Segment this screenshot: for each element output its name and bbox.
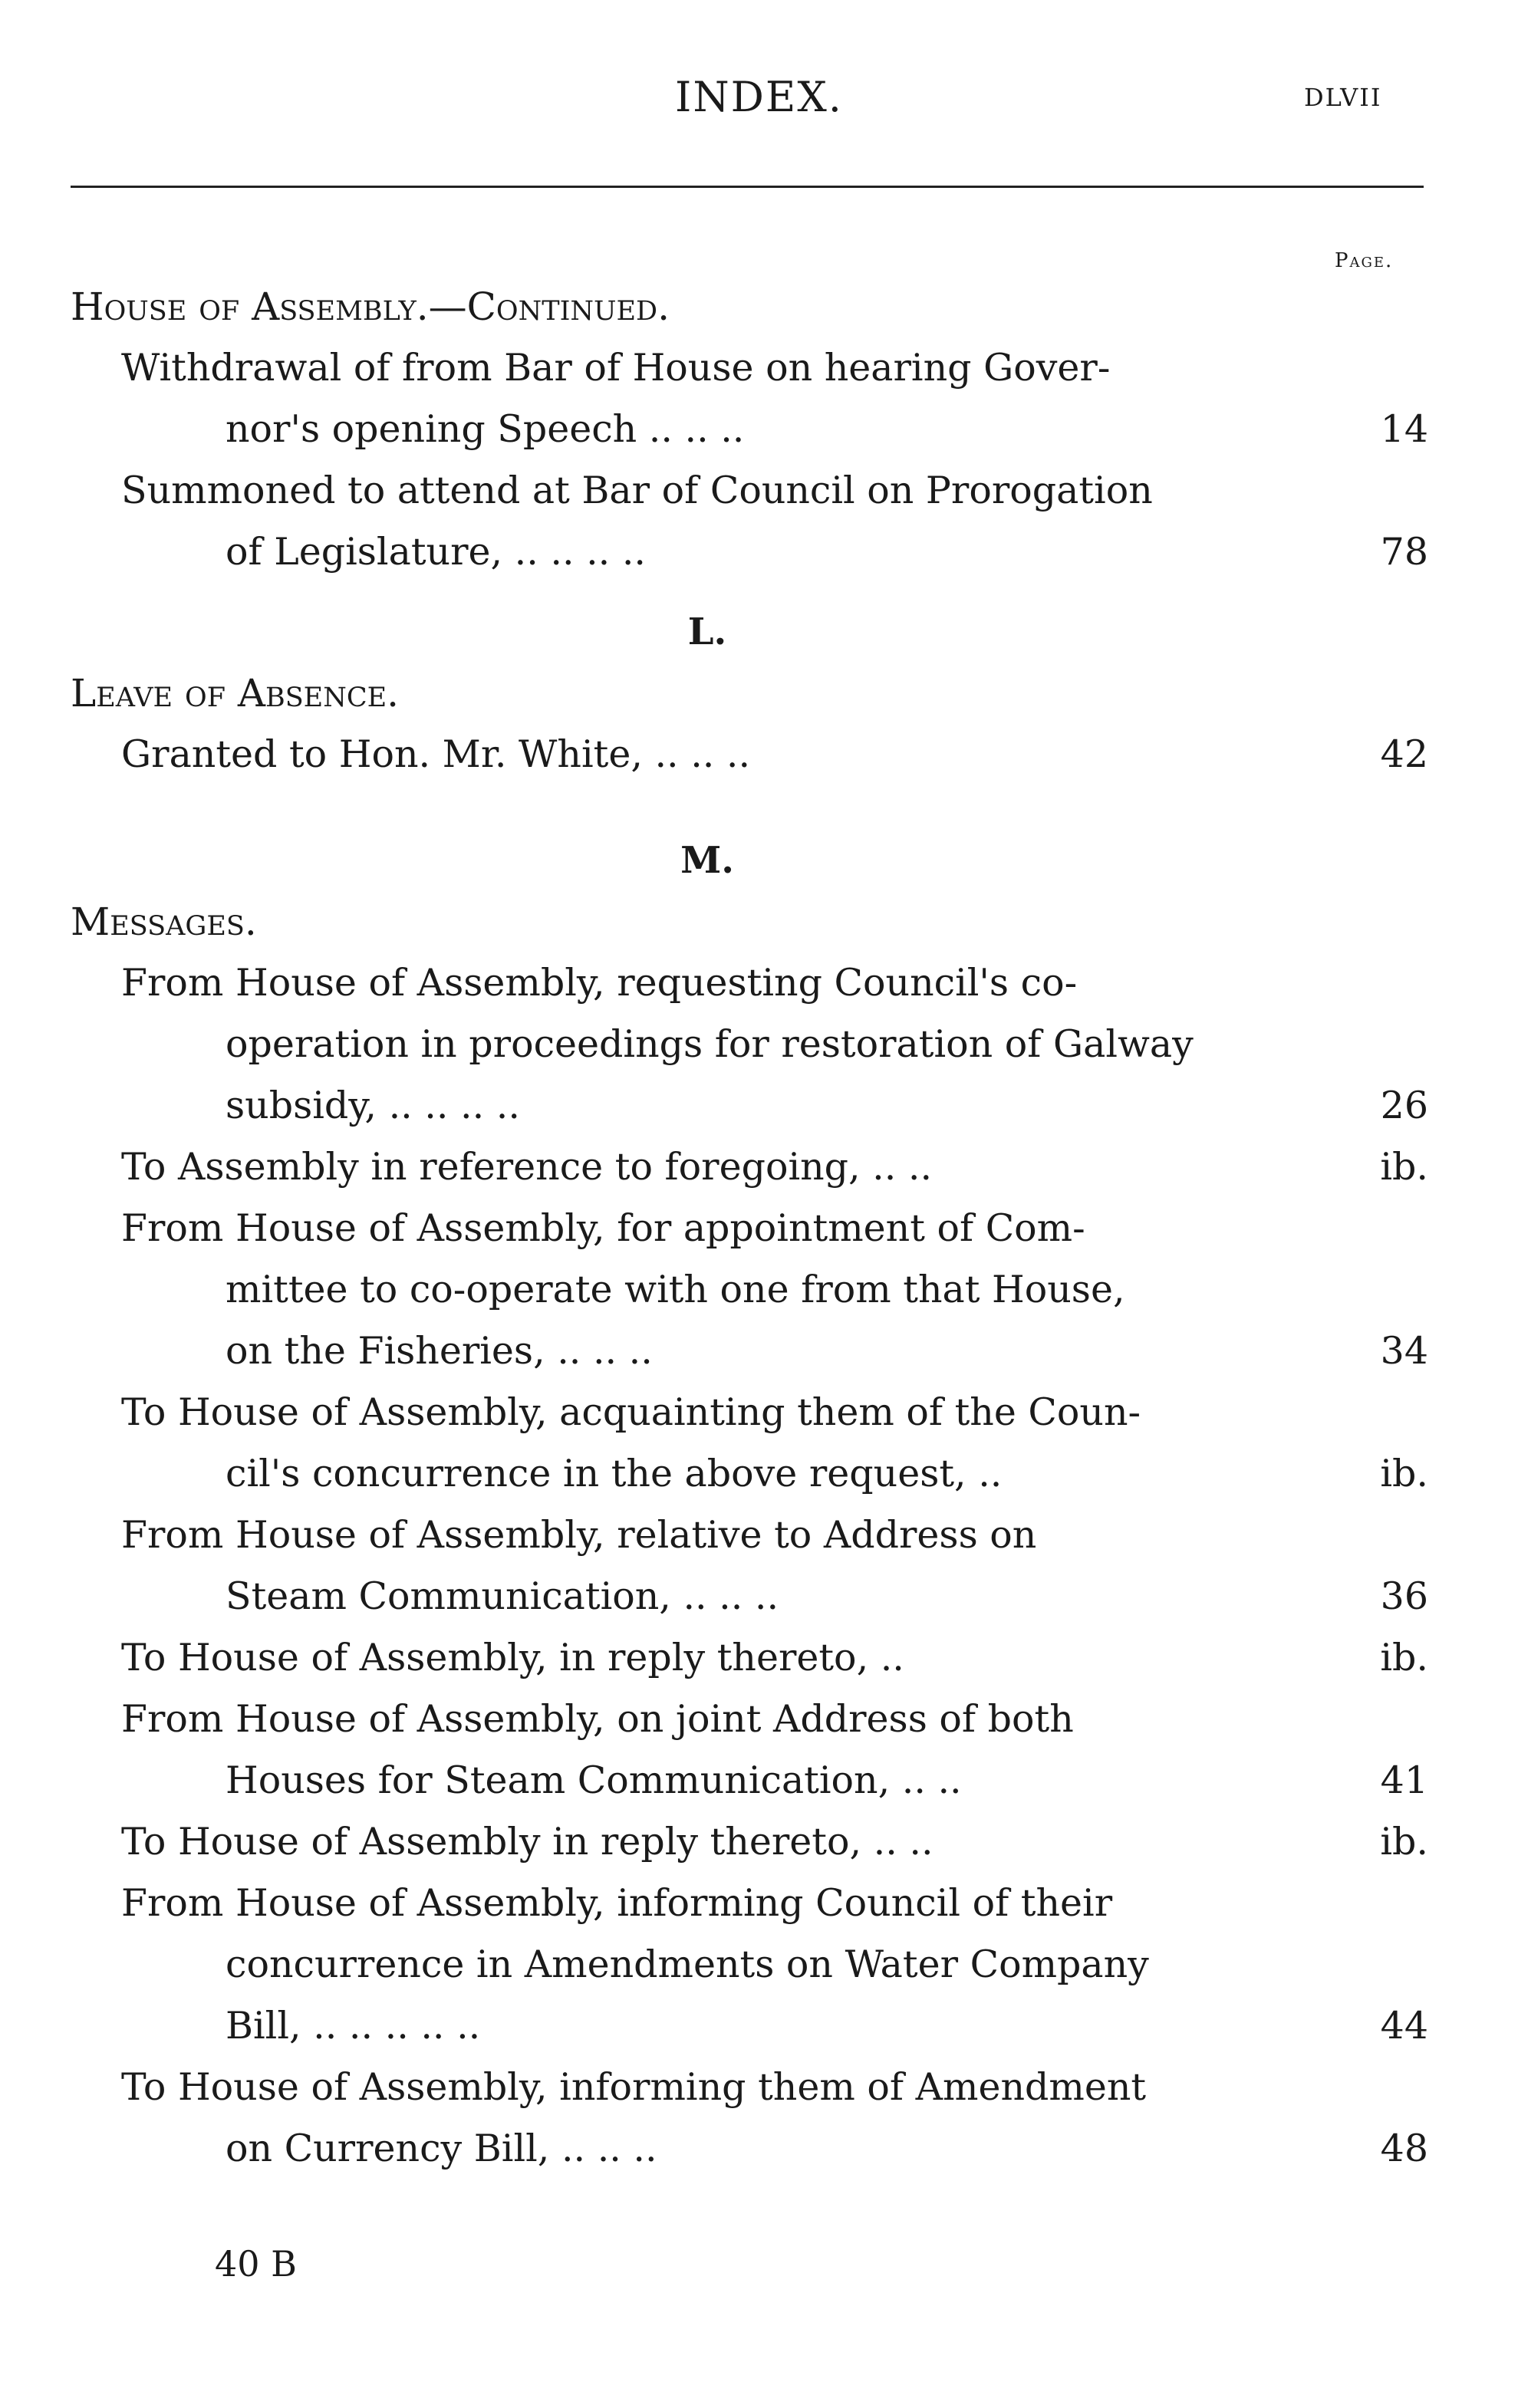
index-entry: [71, 1873, 1436, 2057]
entry-line: From House of Assembly, on joint Address of both: [121, 1697, 1074, 1741]
entry-line: Summoned to attend at Bar of Council on Prorogation: [121, 469, 1153, 512]
entry-line: To Assembly in reference to foregoing, .. ..: [121, 1145, 933, 1189]
entry-line: cil's concurrence in the above request, ..: [226, 1452, 1003, 1495]
entry-page: 44: [1380, 2004, 1428, 2048]
entry-line: Granted to Hon. Mr. White, .. .. ..: [121, 732, 751, 776]
entry-page: 26: [1380, 1084, 1428, 1127]
index-entry: [71, 1137, 1436, 1198]
entry-line: To House of Assembly, in reply thereto, ..: [121, 1636, 904, 1679]
entry-page: 34: [1380, 1329, 1428, 1373]
entry-page: 14: [1380, 407, 1428, 451]
entry-line: operation in proceedings for restoration of Galway: [226, 1022, 1194, 1066]
index-entries: [71, 276, 1436, 2179]
section-letter-m: M.: [680, 839, 734, 882]
entry-page: 41: [1380, 1758, 1428, 1802]
header-rule: [71, 186, 1424, 188]
entry-line: Withdrawal of from Bar of House on hearing Gover-: [121, 346, 1111, 390]
entry-line: Bill, .. .. .. .. ..: [226, 2004, 481, 2048]
entry-line: on Currency Bill, .. .. ..: [226, 2127, 657, 2170]
index-entry: [71, 1811, 1436, 1873]
entry-page: 78: [1380, 530, 1428, 574]
entry-line: concurrence in Amendments on Water Company: [226, 1943, 1149, 1986]
entry-line: subsidy, .. .. .. ..: [226, 1084, 520, 1127]
section-heading-messages: Messages.: [71, 900, 257, 944]
entry-line: Houses for Steam Communication, .. ..: [226, 1758, 962, 1802]
index-entry: [71, 1198, 1436, 1382]
index-entry: [71, 2057, 1436, 2179]
index-entry: [71, 1627, 1436, 1689]
index-entry: [71, 1689, 1436, 1811]
entry-line: From House of Assembly, relative to Address on: [121, 1513, 1037, 1557]
entry-page: ib.: [1380, 1452, 1428, 1495]
page-title: INDEX.: [675, 73, 843, 121]
section-letter-l: L.: [687, 610, 727, 653]
entry-page: 48: [1380, 2127, 1428, 2170]
index-entry: [71, 952, 1436, 1137]
entry-line: From House of Assembly, requesting Council's co-: [121, 961, 1078, 1005]
entry-page: 42: [1380, 732, 1428, 776]
entry-line: on the Fisheries, .. .. ..: [226, 1329, 653, 1373]
entry-line: From House of Assembly, informing Council of their: [121, 1881, 1113, 1925]
section-heading-house-of-assembly: House of Assembly.—Continued.: [71, 285, 670, 329]
entry-line: nor's opening Speech .. .. ..: [226, 407, 745, 451]
index-entry: [71, 1382, 1436, 1505]
section-heading-leave-of-absence: Leave of Absence.: [71, 671, 400, 715]
entry-line: To House of Assembly, informing them of Amendment: [121, 2065, 1147, 2109]
entry-page: ib.: [1380, 1145, 1428, 1189]
signature-mark: 40 B: [215, 2243, 297, 2285]
page-number: DLVII: [1304, 83, 1382, 112]
entry-line: From House of Assembly, for appointment of Com-: [121, 1206, 1085, 1250]
page-column-label: Page.: [1335, 249, 1394, 272]
entry-page: 36: [1380, 1574, 1428, 1618]
index-entry: [71, 460, 1436, 583]
entry-line: mittee to co-operate with one from that House,: [226, 1268, 1125, 1311]
entry-line: To House of Assembly, acquainting them of the Coun-: [121, 1390, 1141, 1434]
entry-line: To House of Assembly in reply thereto, .. ..: [121, 1820, 934, 1864]
entry-line: of Legislature, .. .. .. ..: [226, 530, 646, 574]
index-entry: [71, 337, 1436, 460]
entry-line: Steam Communication, .. .. ..: [226, 1574, 779, 1618]
entry-page: ib.: [1380, 1820, 1428, 1864]
index-entry: [71, 1505, 1436, 1627]
index-entry: [71, 724, 1436, 785]
entry-page: ib.: [1380, 1636, 1428, 1679]
